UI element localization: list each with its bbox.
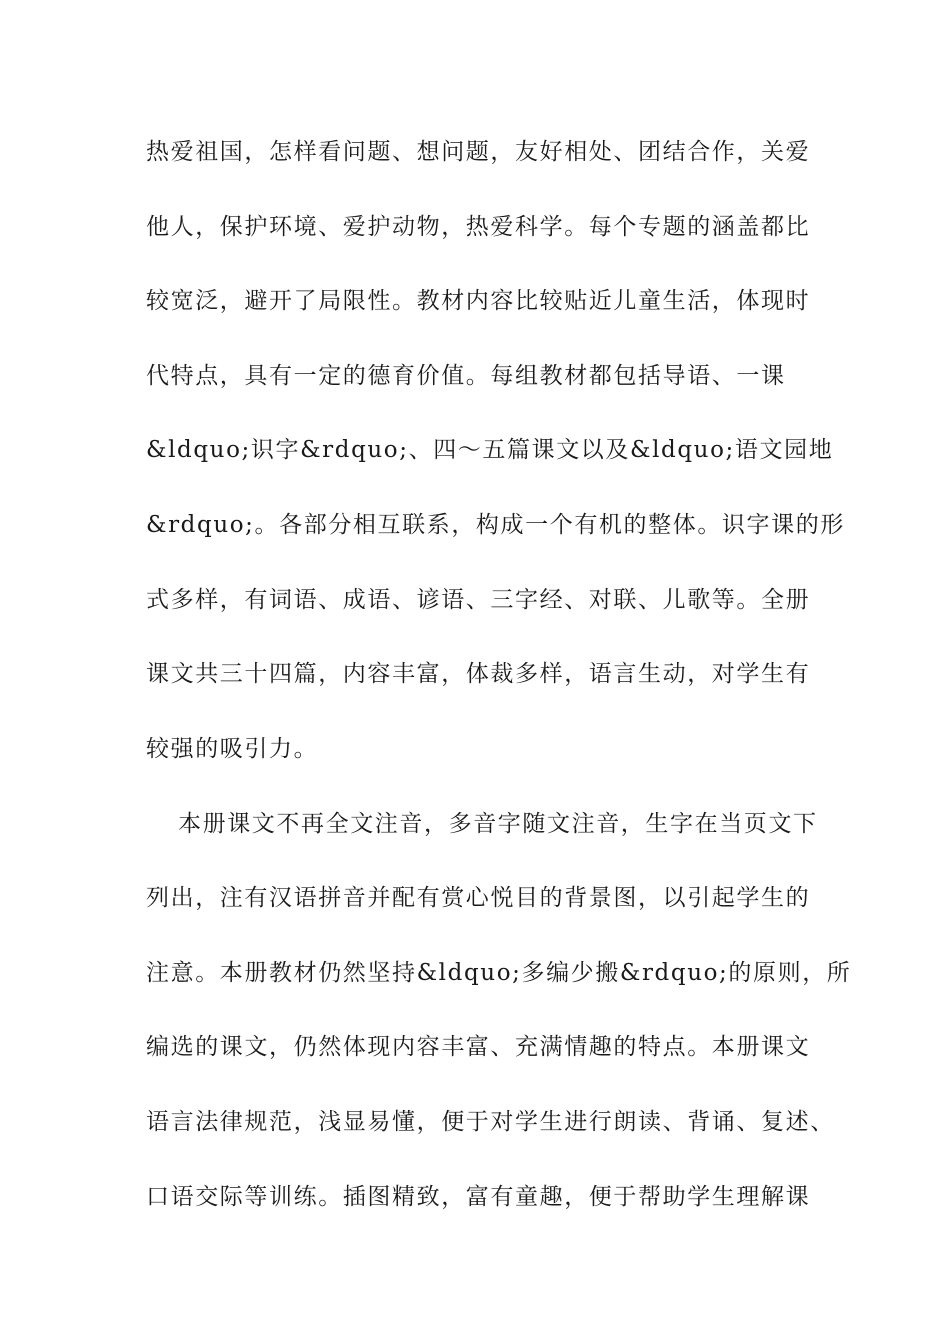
text-line: 编选的课文，仍然体现内容丰富、充满情趣的特点。本册课文 [146, 1034, 811, 1060]
text-line: 课文共三十四篇，内容丰富，体裁多样，语言生动，对学生有 [146, 661, 811, 687]
paragraph-first-line: 本册课文不再全文注音，多音字随文注音，生字在当页文下 [178, 811, 818, 837]
text-line: 热爱祖国，怎样看问题、想问题，友好相处、团结合作，关爱 [146, 139, 811, 165]
text-line: 较强的吸引力。 [146, 736, 319, 762]
text-line: 式多样，有词语、成语、谚语、三字经、对联、儿歌等。全册 [146, 587, 811, 613]
text-line: 他人，保护环境、爱护动物，热爱科学。每个专题的涵盖都比 [146, 214, 811, 240]
text-line: &ldquo;识字&rdquo;、四～五篇课文以及&ldquo;语文园地 [146, 437, 834, 463]
text-line: 注意。本册教材仍然坚持&ldquo;多编少搬&rdquo;的原则，所 [146, 960, 852, 986]
text-line: 列出，注有汉语拼音并配有赏心悦目的背景图，以引起学生的 [146, 885, 811, 911]
text-line: 口语交际等训练。插图精致，富有童趣，便于帮助学生理解课 [146, 1184, 811, 1210]
text-line: 语言法律规范，浅显易懂，便于对学生进行朗读、背诵、复述、 [146, 1109, 835, 1135]
text-line: 较宽泛，避开了局限性。教材内容比较贴近儿童生活，体现时 [146, 288, 811, 314]
text-line: &rdquo;。各部分相互联系，构成一个有机的整体。识字课的形 [146, 512, 845, 538]
text-line: 代特点，具有一定的德育价值。每组教材都包括导语、一课 [146, 363, 786, 389]
